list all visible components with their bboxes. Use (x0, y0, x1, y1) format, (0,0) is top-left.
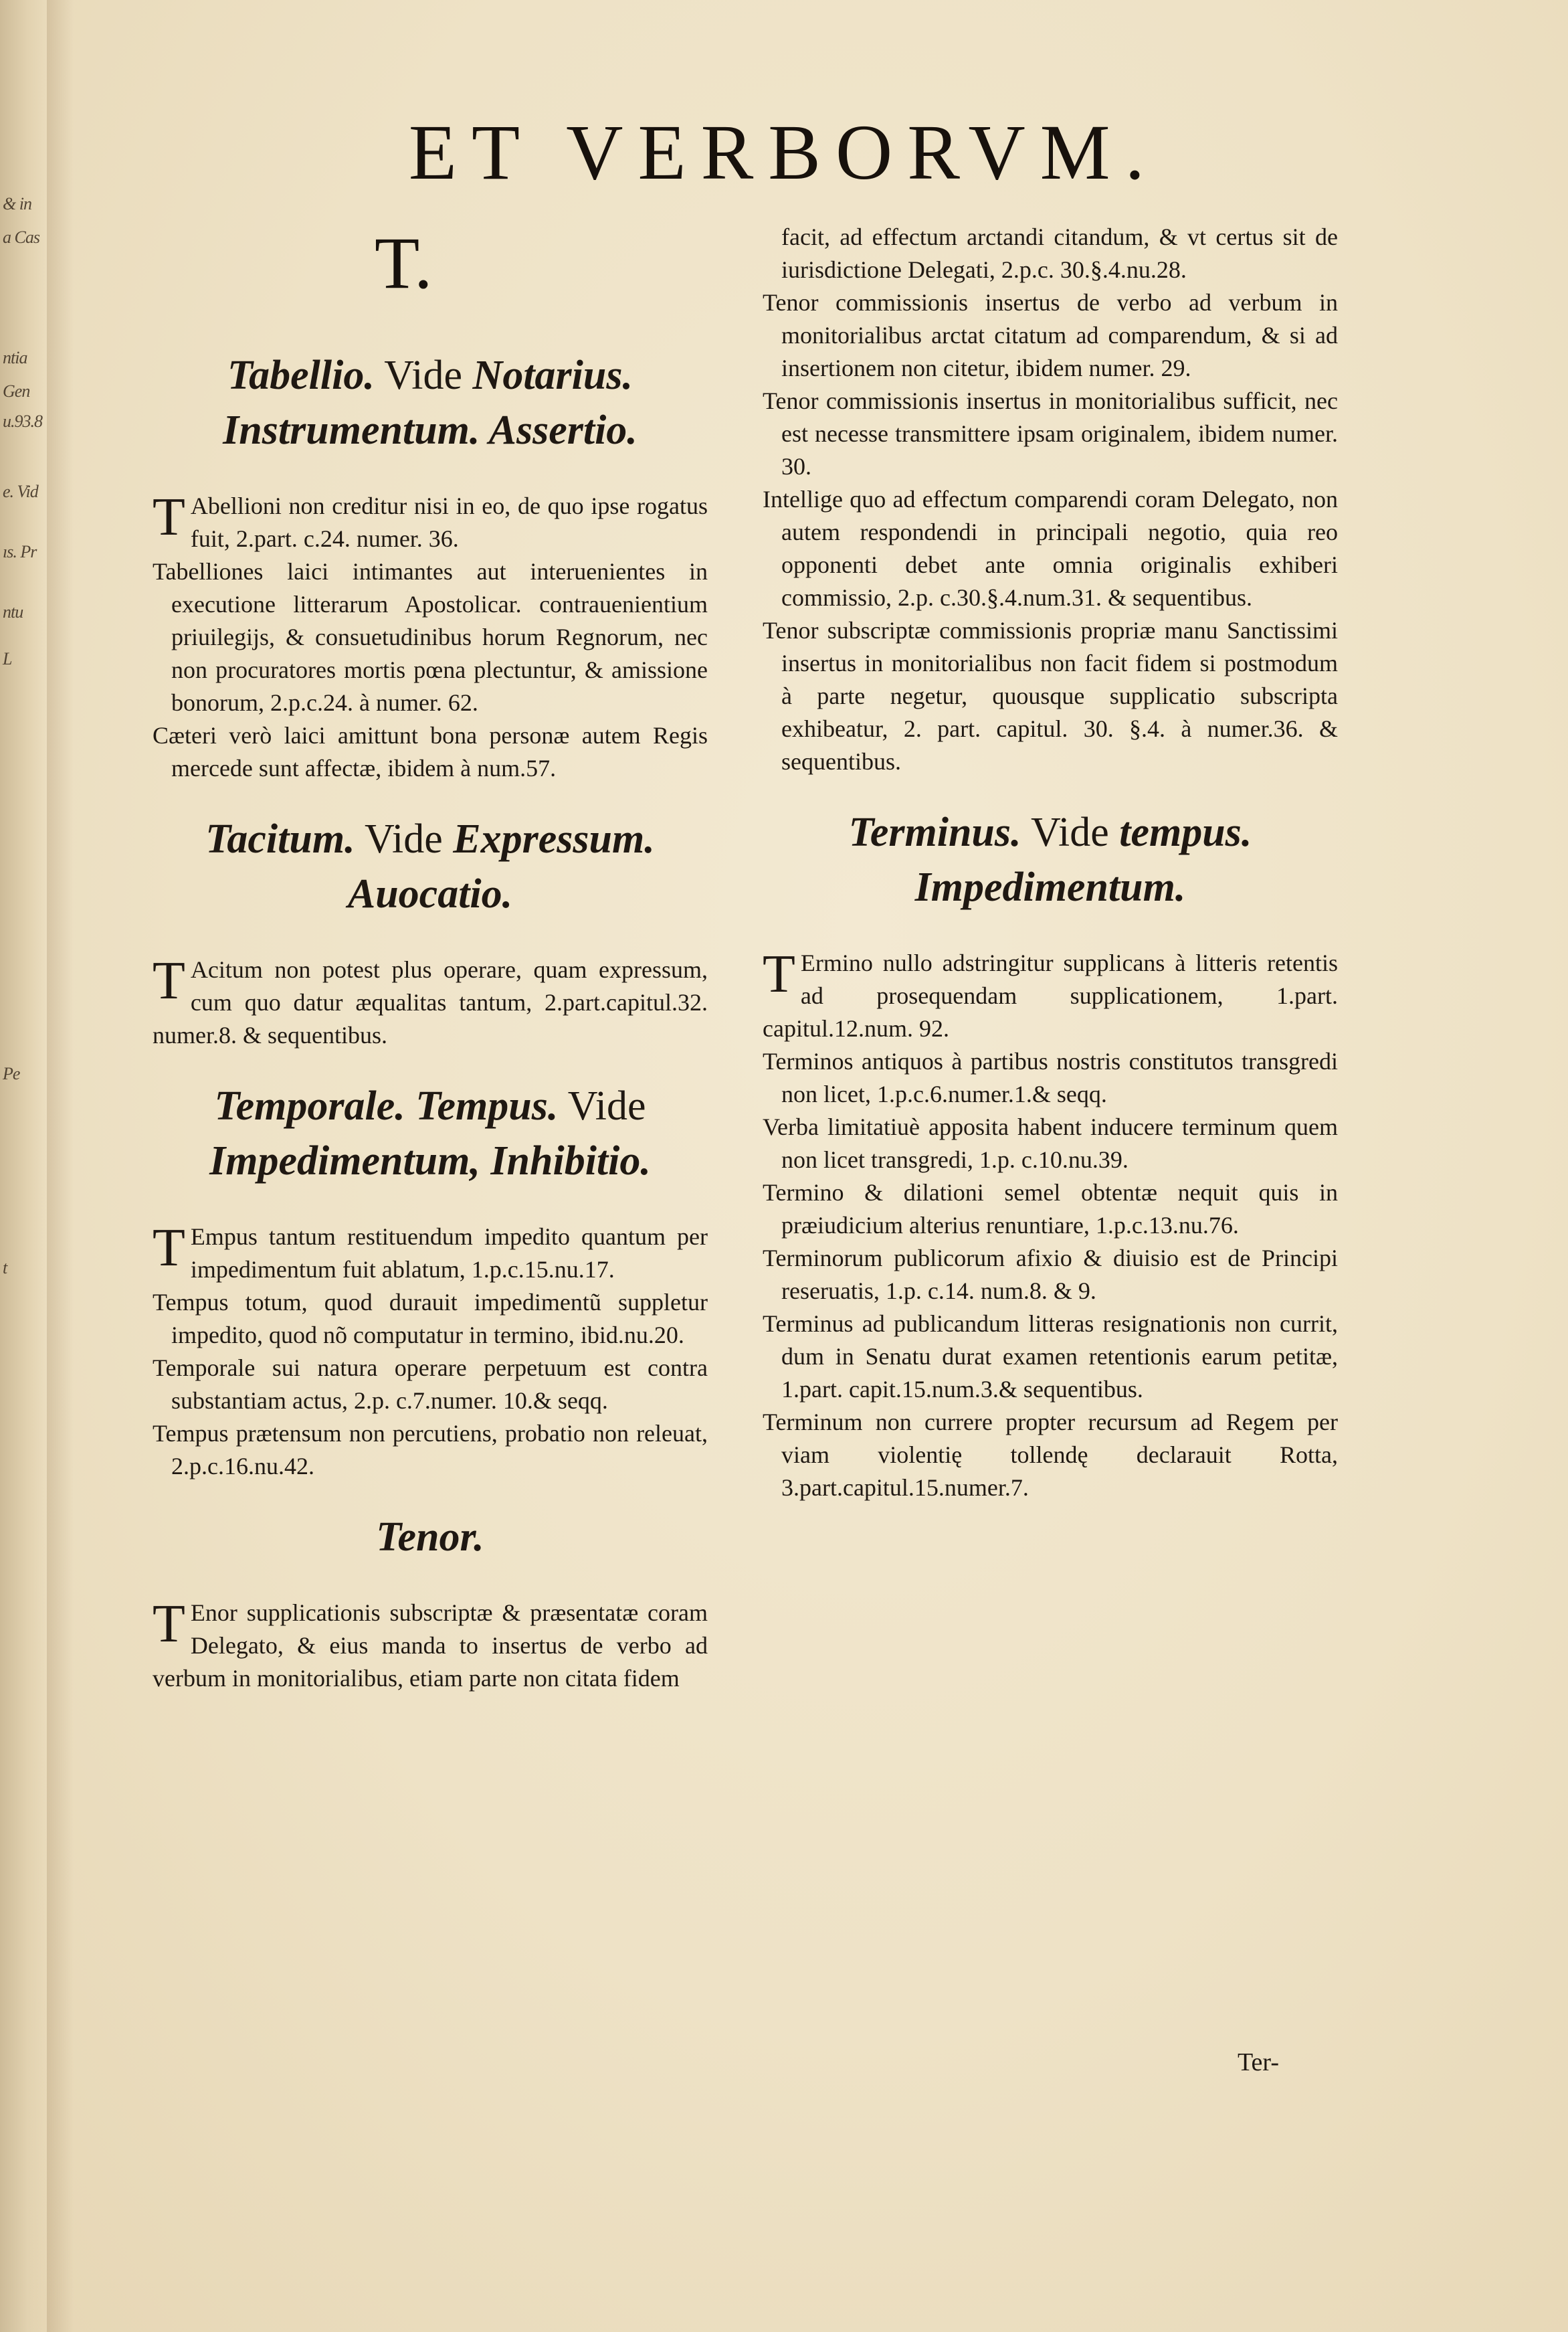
bleed-fragment: u.93.8 (3, 412, 42, 431)
index-entry: TErmino nullo adstringitur supplicans à litteris retentis ad prosequendam supplicationem, 1.part. capitul.12.num. 92. (763, 945, 1338, 1042)
heading-vide: Vide (567, 1083, 646, 1129)
running-head: ET VERBORVM. (408, 108, 1160, 196)
index-entry: Temporale sui natura operare perpetuum est contra substantiam actus, 2.p. c.7.numer. 10.& seqq. (153, 1354, 708, 1414)
heading-vide: Vide (384, 353, 463, 398)
left-column (153, 321, 708, 1695)
bleed-fragment: ntia (3, 348, 27, 367)
adjacent-page-edge (0, 0, 47, 2332)
bleed-fragment: ıs. Pr (3, 542, 37, 561)
index-entry: Terminum non currere propter recursum ad Regem per viam violentię tollendę declarauit Rotta, 3.part.capitul.15.numer.7. (763, 1409, 1338, 1501)
index-entry: Intellige quo ad effectum comparendi coram Delegato, non autem respondendi in principali negotio, quia reo opponenti debet ante omnia originalis exhiberi commissio, 2.p. c.30.§.4.num.31. & sequentibus. (763, 486, 1338, 611)
index-entry: Terminus ad publicandum litteras resignationis non currit, dum in Senatu durat examen retentionis earum petitæ, 1.part. capit.15.num.3.& sequentibus. (763, 1310, 1338, 1403)
bleed-fragment: Pe (3, 1064, 20, 1083)
bleed-fragment: & in (3, 194, 31, 213)
heading-lemma: Tacitum. (205, 816, 355, 862)
entry-heading-tabellio (153, 348, 708, 458)
gutter-shadow (47, 0, 74, 2332)
heading-cross-refs: Notarius. Instrumentum. Assertio. (223, 353, 638, 453)
heading-vide: Vide (364, 816, 443, 862)
index-entry: Tenor commissionis insertus de verbo ad verbum in monitorialibus arctat citatum ad comparendum, & si ad insertionem non citetur, ibidem numer. 29. (763, 289, 1338, 381)
bleed-fragment: ntu (3, 602, 23, 622)
right-column (763, 221, 1338, 1504)
index-entry: Terminos antiquos à partibus nostris constitutos transgredi non licet, 1.p.c.6.numer.1.& seqq. (763, 1048, 1338, 1107)
entry-heading-tacitum (153, 812, 708, 921)
section-letter: T. (375, 222, 433, 304)
heading-lemma: Terminus. (848, 810, 1021, 855)
index-entry: TEmpus tantum restituendum impedito quantum per impedimentum fuit ablatum, 1.p.c.15.nu.17. (153, 1219, 708, 1283)
heading-lemma: Tabellio. (227, 353, 375, 398)
index-entry: Cæteri verò laici amittunt bona personæ autem Regis mercede sunt affectæ, ibidem à num.57. (153, 722, 708, 782)
index-entry: Terminorum publicorum afixio & diuisio est de Principi reseruatis, 1.p. c.14. num.8. & 9. (763, 1245, 1338, 1304)
heading-lemma: Tenor. (376, 1514, 484, 1560)
entry-heading-temporale (153, 1079, 708, 1188)
entry-heading-terminus (763, 805, 1338, 915)
bleed-fragment: t (3, 1258, 7, 1277)
heading-cross-refs: Expressum. Auocatio. (347, 816, 655, 917)
bleed-fragment: a Cas (3, 228, 39, 247)
heading-cross-refs: Impedimentum, Inhibitio. (209, 1138, 651, 1184)
heading-vide: Vide (1030, 810, 1109, 855)
index-entry: Tempus totum, quod durauit impedimentũ suppletur impedito, quod nõ computatur in termino, ibid.nu.20. (153, 1289, 708, 1348)
bleed-fragment: Gen (3, 381, 30, 401)
index-entry: Tempus prætensum non percutiens, probatio non releuat, 2.p.c.16.nu.42. (153, 1420, 708, 1479)
index-entry: Tabelliones laici intimantes aut interuenientes in executione litterarum Apostolicar. contrauenientium priuilegijs, & consuetudinibus horum Regnorum, nec non procuratores mortis pœna plectuntur, & amissione bonorum, 2.p.c.24. à numer. 62. (153, 558, 708, 716)
index-entry: TAcitum non potest plus operare, quam expressum, cum quo datur æqualitas tantum, 2.part.capitul.32. numer.8. & sequentibus. (153, 952, 708, 1049)
index-entry: Verba limitatiuè apposita habent inducere terminum quem non licet transgredi, 1.p. c.10.nu.39. (763, 1113, 1338, 1173)
index-entry: TAbellioni non creditur nisi in eo, de quo ipse rogatus fuit, 2.part. c.24. numer. 36. (153, 488, 708, 552)
heading-lemma: Temporale. Tempus. (214, 1083, 559, 1129)
catchword: Ter- (1238, 2048, 1279, 2076)
index-entry: TEnor supplicationis subscriptæ & præsentatæ coram Delegato, & eius manda to insertus de verbo ad verbum in monitorialibus, etiam parte non citata fidem (153, 1595, 708, 1692)
index-entry: Tenor commissionis insertus in monitorialibus sufficit, nec est necesse transmittere ipsam originalem, ibidem numer. 30. (763, 387, 1338, 480)
bleed-fragment: e. Vid (3, 482, 38, 501)
index-entry-continued: facit, ad effectum arctandi citandum, & vt certus sit de iurisdictione Delegati, 2.p.c. 30.§.4.nu.28. (781, 223, 1338, 283)
index-entry: Termino & dilationi semel obtentæ nequit quis in præiudicium alterius renuntiare, 1.p.c.13.nu.76. (763, 1179, 1338, 1239)
heading-cross-refs: tempus. Impedimentum. (914, 810, 1252, 910)
bleed-fragment: L (3, 649, 12, 668)
index-entry: Tenor subscriptæ commissionis propriæ manu Sanctissimi insertus in monitorialibus non facit fidem si postmodum à parte negetur, quousque supplicatio subscripta exhibeatur, 2. part. capitul. 30. §.4. à numer.36. & sequentibus. (763, 617, 1338, 775)
entry-heading-tenor (153, 1510, 708, 1564)
